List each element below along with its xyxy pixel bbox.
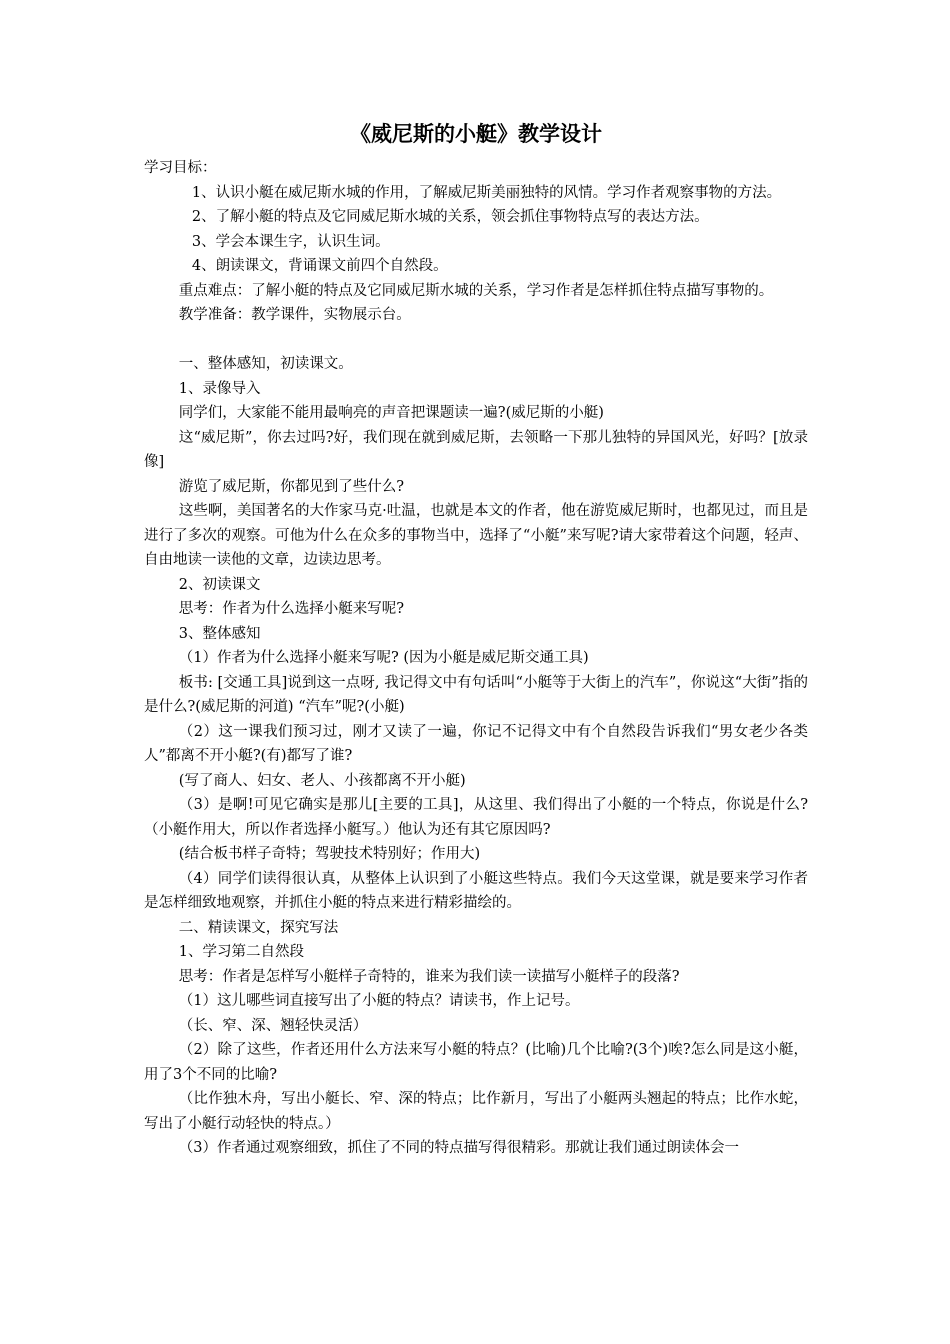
paragraph: （4）同学们读得很认真，从整体上认识到了小艇这些特点。我们今天这堂课，就是要来学习作者是怎样细致地观察，并抓住小艇的特点来进行精彩描绘的。: [144, 870, 808, 911]
paragraph: （2）除了这些，作者还用什么方法来写小艇的特点？(比喻)几个比喻?(3个)唉?怎么同是这小艇，用了3个不同的比喻?: [144, 1042, 808, 1083]
paragraph: （1）作者为什么选择小艇来写呢? (因为小艇是威尼斯交通工具): [178, 650, 589, 666]
paragraph: 这“威尼斯”，你去过吗?好，我们现在就到威尼斯，去领略一下那儿独特的异国风光，好吗？[放录像]: [144, 429, 808, 470]
paragraph: （比作独木舟，写出小艇长、窄、深的特点；比作新月，写出了小艇两头翘起的特点；比作水蛇，写出了小艇行动轻快的特点。）: [144, 1091, 808, 1132]
section-heading-1: 一、整体感知，初读课文。: [178, 356, 353, 372]
paragraph-learning-goals: 学习目标：: [144, 160, 217, 176]
subheading-video-intro: 1、录像导入: [178, 380, 261, 397]
paragraph: 同学们，大家能不能用最响亮的声音把课题读一遍?(威尼斯的小艇): [178, 405, 604, 421]
paragraph: （1）这儿哪些词直接写出了小艇的特点？请读书，作上记号。: [178, 993, 580, 1009]
document-title: 《威尼斯的小艇》教学设计: [350, 122, 602, 146]
subheading-overall-perception: 3、整体感知: [178, 625, 261, 642]
subheading-paragraph-two: 1、学习第二自然段: [178, 944, 305, 960]
paragraph: (结合板书样子奇特；驾驶技术特别好；作用大): [178, 846, 481, 862]
paragraph-goal-3: 3、学会本课生字，认识生词。: [191, 233, 390, 250]
paragraph-goal-1: 1、认识小艇在威尼斯水城的作用，了解威尼斯美丽独特的风情。学习作者观察事物的方法。: [191, 184, 782, 201]
paragraph: （长、窄、深、翘轻快灵活）: [178, 1017, 368, 1034]
paragraph-preparation: 教学准备：教学课件，实物展示台。: [178, 307, 411, 323]
paragraph-goal-4: 4、朗读课文，背诵课文前四个自然段。: [191, 258, 448, 274]
paragraph: （2）这一课我们预习过，刚才又读了一遍，你记不记得文中有个自然段告诉我们“男女老少各类人”都离不开小艇?(有)都写了谁?: [144, 723, 808, 764]
paragraph: 思考：作者为什么选择小艇来写呢?: [178, 601, 405, 617]
paragraph: 这些啊，美国著名的大作家马克·吐温，也就是本文的作者，他在游览威尼斯时，也都见过，而且是进行了多次的观察。可他为什么在众多的事物当中，选择了“小艇”来写呢?请大家带着这个问题，轻声、自由地读一读他的文章，边读边思考。: [144, 503, 808, 568]
paragraph: (写了商人、妇女、老人、小孩都离不开小艇): [178, 772, 466, 789]
document-body: [144, 116, 808, 1161]
blank-line: [144, 328, 808, 353]
paragraph: （3）是啊!可见它确实是那儿[主要的工具]，从这里、我们得出了小艇的一个特点，你说是什么?（小艇作用大，所以作者选择小艇写。）他认为还有其它原因吗?: [144, 797, 808, 838]
subheading-first-reading: 2、初读课文: [178, 576, 261, 593]
paragraph: 游览了威尼斯，你都见到了些什么?: [178, 478, 405, 495]
section-heading-2: 二、精读课文，探究写法: [178, 919, 339, 936]
paragraph: （3）作者通过观察细致，抓住了不同的特点描写得很精彩。那就让我们通过朗读体会一: [178, 1140, 740, 1156]
paragraph: 思考：作者是怎样写小艇样子奇特的，谁来为我们读一读描写小艇样子的段落?: [178, 968, 680, 985]
paragraph-key-difficulties: 重点难点：了解小艇的特点及它同威尼斯水城的关系，学习作者是怎样抓住特点描写事物的。: [178, 282, 774, 299]
paragraph: 板书: [交通工具]说到这一点呀, 我记得文中有句话叫“小艇等于大街上的汽车”，你说这“大街”指的是什么?(威尼斯的河道) “汽车”呢?(小艇): [144, 674, 808, 715]
paragraph-goal-2: 2、了解小艇的特点及它同威尼斯水城的关系，领会抓住事物特点写的表达方法。: [191, 209, 709, 225]
